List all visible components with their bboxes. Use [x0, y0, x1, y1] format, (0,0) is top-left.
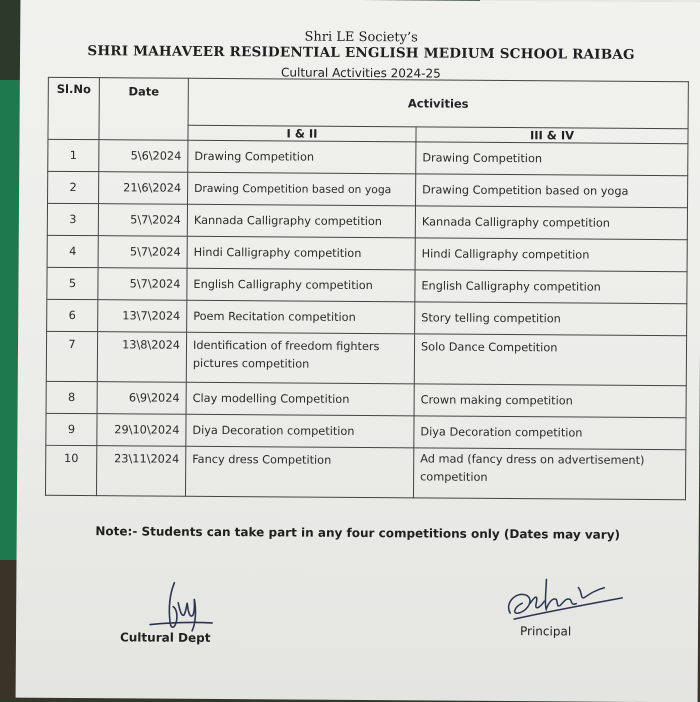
cell-activity-1-2: Poem Recitation competition [187, 300, 415, 334]
cell-activity-1-2: Clay modelling Competition [186, 382, 414, 416]
cell-activity-1-2: Drawing Competition based on yoga [188, 172, 416, 206]
col-header-group-1: I & II [188, 125, 416, 142]
table-row [46, 331, 686, 385]
cell-date: 23\11\2024 [96, 446, 185, 497]
cell-activity-3-4: Solo Dance Competition [414, 334, 686, 386]
cell-sl: 9 [46, 413, 97, 445]
cell-activity-3-4: Drawing Competition [416, 142, 688, 176]
cell-sl: 7 [46, 331, 97, 381]
cell-date: 5\7\2024 [98, 204, 187, 237]
cell-activity-3-4: Drawing Competition based on yoga [416, 174, 688, 208]
table-row [45, 445, 685, 499]
cultural-dept-signature [140, 578, 220, 635]
cell-sl: 3 [47, 203, 98, 235]
cell-activity-1-2: Kannada Calligraphy competition [187, 204, 415, 238]
cell-date: 13\7\2024 [98, 300, 187, 333]
table-row [47, 267, 687, 303]
cell-sl: 4 [47, 235, 98, 267]
cell-date: 29\10\2024 [97, 414, 186, 447]
col-header-group-2: III & IV [416, 127, 688, 144]
table-row [48, 171, 688, 207]
cell-activity-1-2: Hindi Calligraphy competition [187, 236, 415, 270]
cell-activity-3-4: Ad mad (fancy dress on advertisement) competition [413, 448, 685, 500]
principal-signature [500, 573, 630, 626]
cell-sl: 2 [48, 171, 99, 203]
cell-activity-1-2: Fancy dress Competition [185, 446, 413, 498]
note-text: Note:- Students can take part in any four competitions only (Dates may vary) [95, 524, 621, 542]
table-row [47, 203, 687, 239]
cell-sl: 10 [45, 445, 96, 495]
table-row [48, 139, 688, 175]
cell-activity-1-2: Identification of freedom fighters pictures competition [186, 332, 414, 384]
cell-date: 6\9\2024 [97, 382, 186, 415]
document-subtitle: Cultural Activities 2024-25 [280, 65, 441, 81]
document-page [16, 0, 700, 702]
cell-activity-3-4: Kannada Calligraphy competition [415, 206, 687, 240]
cell-activity-1-2: Drawing Competition [188, 140, 416, 174]
table-row [47, 299, 687, 335]
cell-sl: 6 [47, 299, 98, 331]
cell-activity-1-2: English Calligraphy competition [187, 268, 415, 302]
cell-date: 5\7\2024 [98, 236, 187, 269]
school-name: SHRI MAHAVEER RESIDENTIAL ENGLISH MEDIUM SCHOOL RAIBAG [87, 43, 635, 63]
table-row [46, 381, 686, 417]
society-name: Shri LE Society’s [304, 29, 418, 46]
cell-activity-3-4: Story telling competition [415, 302, 687, 336]
principal-label: Principal [519, 624, 572, 639]
cell-activity-3-4: Diya Decoration competition [414, 416, 686, 450]
cell-sl: 1 [48, 139, 99, 171]
col-header-date: Date [99, 78, 188, 141]
col-header-sl: Sl.No [48, 77, 99, 139]
cultural-dept-label: Cultural Dept [119, 630, 211, 645]
cell-date: 5\6\2024 [99, 140, 188, 173]
cell-sl: 5 [47, 267, 98, 299]
table-header-row [48, 77, 688, 128]
cell-activity-3-4: English Calligraphy competition [415, 270, 687, 304]
table-row [47, 235, 687, 271]
activities-table [45, 77, 689, 500]
cell-activity-3-4: Hindi Calligraphy competition [415, 238, 687, 272]
cell-activity-3-4: Crown making competition [414, 384, 686, 418]
table-row [46, 413, 686, 449]
cell-activity-1-2: Diya Decoration competition [186, 414, 414, 448]
cell-date: 13\8\2024 [97, 332, 186, 383]
cell-date: 5\7\2024 [98, 268, 187, 301]
cell-sl: 8 [46, 381, 97, 413]
cell-date: 21\6\2024 [99, 172, 188, 205]
col-header-activities: Activities [188, 78, 688, 128]
